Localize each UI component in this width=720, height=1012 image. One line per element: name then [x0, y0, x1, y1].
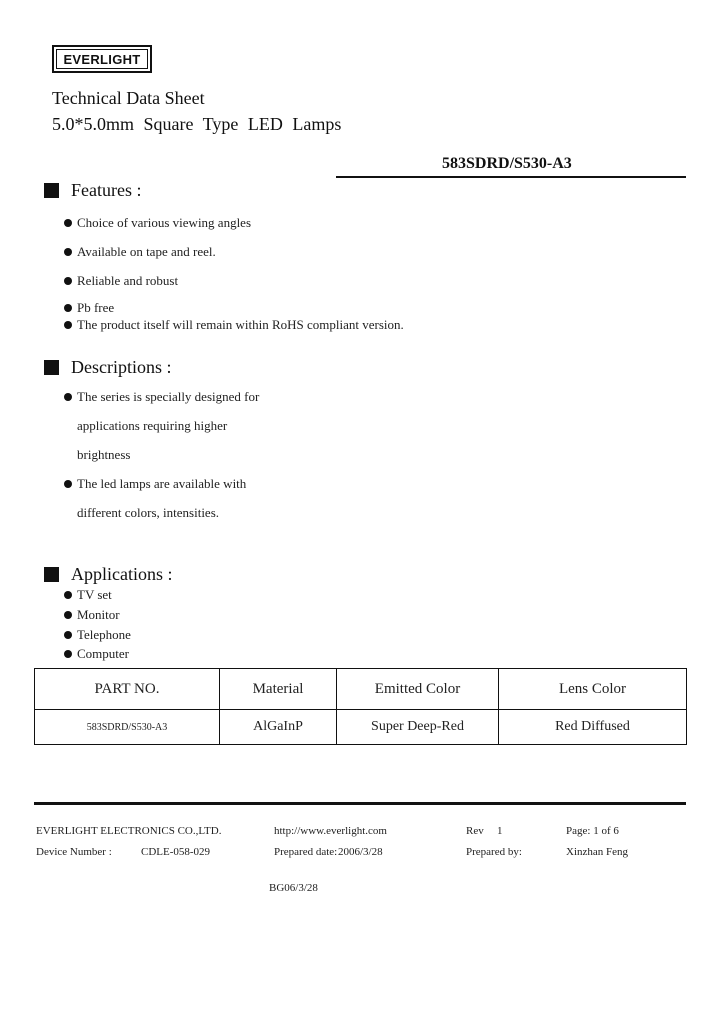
feature-text: Reliable and robust	[77, 273, 179, 288]
bullet-icon	[64, 591, 72, 599]
bullet-icon	[64, 304, 72, 312]
feature-text: The product itself will remain within RoHS compliant version.	[77, 317, 404, 332]
description-item	[64, 476, 246, 492]
part-number-heading: 583SDRD/S530-A3	[442, 155, 572, 172]
cell-part-no: 583SDRD/S530-A3	[35, 710, 220, 745]
feature-text: Pb free	[77, 300, 115, 315]
cell-emitted-color: Super Deep-Red	[337, 710, 499, 745]
feature-item	[64, 273, 178, 289]
applications-heading-label: Applications :	[71, 564, 173, 584]
application-item	[64, 646, 129, 662]
footer-rev-label: Rev	[466, 825, 484, 837]
part-number-rule	[336, 176, 686, 178]
column-header-lens-color: Lens Color	[499, 669, 687, 710]
footer-page: Page: 1 of 6	[566, 825, 619, 837]
column-header-material: Material	[220, 669, 337, 710]
bullet-icon	[64, 631, 72, 639]
application-text: Telephone	[77, 627, 131, 642]
footer-prepared-by-value: Xinzhan Feng	[566, 846, 629, 858]
document-title: Technical Data Sheet	[52, 88, 205, 108]
bullet-icon	[64, 480, 72, 488]
footer-rule	[34, 802, 686, 805]
feature-item	[64, 215, 251, 231]
footer-device-value: CDLE-058-029	[141, 846, 211, 858]
features-heading-label: Features :	[71, 180, 142, 200]
features-heading	[44, 180, 141, 201]
document-subtitle: 5.0*5.0mm Square Type LED Lamps	[52, 114, 342, 134]
descriptions-heading-label: Descriptions :	[71, 357, 172, 377]
bullet-icon	[64, 650, 72, 658]
application-item	[64, 627, 131, 643]
description-text: applications requiring higher	[77, 418, 228, 433]
footer-rev-value: 1	[497, 825, 503, 837]
application-text: Monitor	[77, 607, 120, 622]
section-square-icon	[44, 567, 59, 582]
feature-item	[64, 317, 404, 333]
bullet-icon	[64, 321, 72, 329]
bullet-icon	[64, 611, 72, 619]
application-item	[64, 607, 120, 623]
bullet-icon	[64, 219, 72, 227]
description-text: The series is specially designed for	[77, 389, 260, 404]
bullet-icon	[64, 248, 72, 256]
cell-material: AlGaInP	[220, 710, 337, 745]
section-square-icon	[44, 360, 59, 375]
feature-item	[64, 300, 114, 316]
section-square-icon	[44, 183, 59, 198]
application-item	[64, 587, 112, 603]
column-header-emitted-color: Emitted Color	[337, 669, 499, 710]
parts-table	[34, 668, 687, 745]
footer-company: EVERLIGHT ELECTRONICS CO.,LTD.	[36, 825, 222, 837]
footer-prepared-date-label: Prepared date:	[274, 846, 338, 858]
footer-bottom-code: BG06/3/28	[269, 882, 318, 894]
table-header-row	[35, 669, 687, 710]
description-text: different colors, intensities.	[77, 505, 220, 520]
company-logo	[52, 45, 152, 73]
description-text: The led lamps are available with	[77, 476, 247, 491]
cell-lens-color: Red Diffused	[499, 710, 687, 745]
description-item	[64, 389, 259, 405]
feature-text: Available on tape and reel.	[77, 244, 216, 259]
bullet-icon	[64, 393, 72, 401]
description-text: brightness	[77, 447, 131, 462]
feature-item	[64, 244, 216, 260]
descriptions-heading	[44, 357, 172, 378]
footer-prepared-date-value: 2006/3/28	[338, 846, 383, 858]
footer-device-label: Device Number :	[36, 846, 112, 858]
bullet-icon	[64, 277, 72, 285]
application-text: Computer	[77, 646, 129, 661]
feature-text: Choice of various viewing angles	[77, 215, 252, 230]
table-row	[35, 710, 687, 745]
application-text: TV set	[77, 587, 112, 602]
applications-heading	[44, 564, 173, 585]
footer-prepared-by-label: Prepared by:	[466, 846, 522, 858]
logo-text: EVERLIGHT	[56, 49, 148, 69]
column-header-part-no: PART NO.	[35, 669, 220, 710]
footer-website: http://www.everlight.com	[274, 825, 387, 837]
